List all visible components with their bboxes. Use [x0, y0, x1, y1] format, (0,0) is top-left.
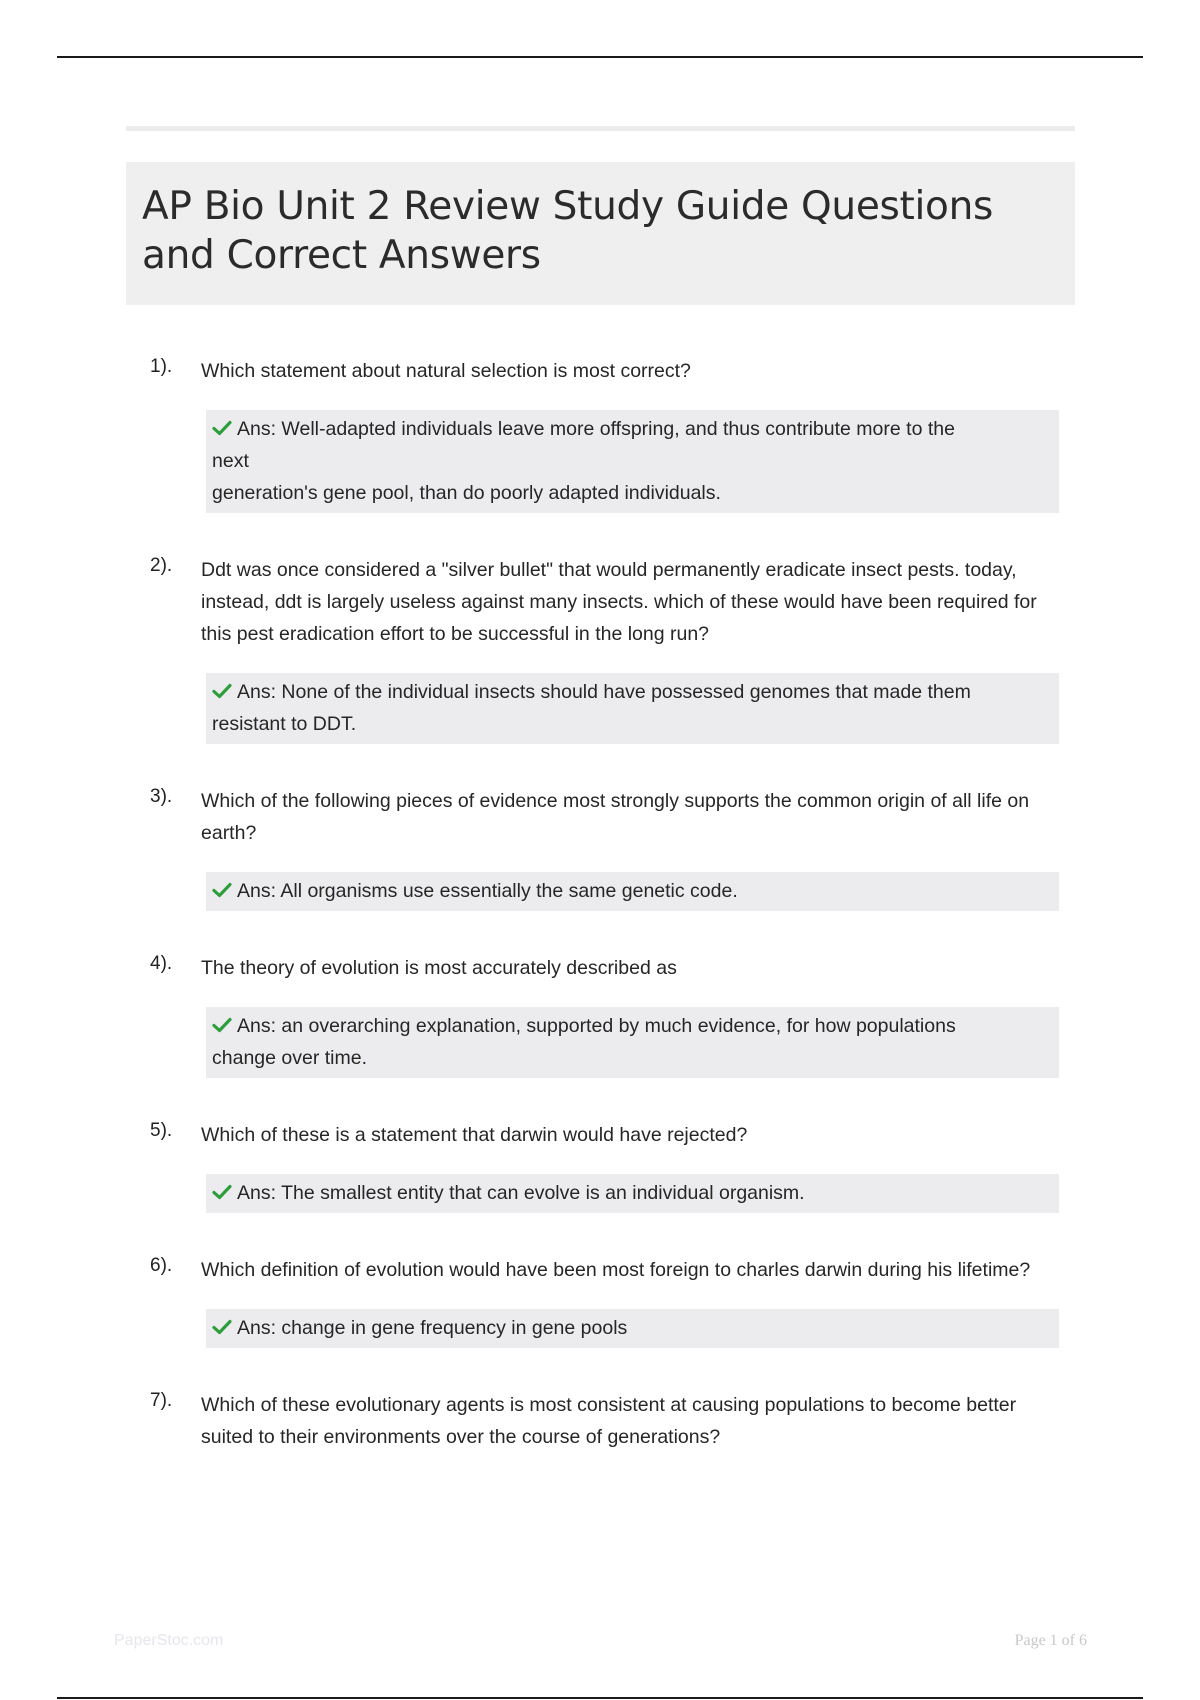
answer-text: Ans: None of the individual insects should have possessed genomes that made them — [237, 681, 971, 703]
answer-text: Ans: an overarching explanation, supported by much evidence, for how populations — [237, 1015, 956, 1037]
question-number: 6). — [150, 1255, 173, 1276]
question-number: 3). — [150, 786, 173, 807]
answer-line — [212, 676, 1045, 708]
answer-line — [212, 413, 1045, 445]
page-bottom-rule — [57, 1697, 1143, 1699]
question-text: Which of the following pieces of evidence most strongly supports the common origin of all life on earth? — [201, 790, 1030, 844]
answer-line — [212, 875, 1045, 907]
question-item — [126, 1254, 1075, 1348]
page-number: Page 1 of 6 — [1014, 1632, 1087, 1649]
answer-box — [206, 1174, 1059, 1213]
answer-line — [212, 477, 1045, 509]
question-number: 5). — [150, 1120, 173, 1141]
question-item — [126, 952, 1075, 1078]
answer-box — [206, 1007, 1059, 1078]
question-number: 2). — [150, 555, 173, 576]
footer-watermark: PaperStoc.com — [114, 1632, 224, 1649]
question-list — [126, 355, 1075, 1453]
answer-box — [206, 673, 1059, 744]
question-row — [126, 952, 1075, 984]
question-text: Which of these evolutionary agents is most consistent at causing populations to become better suited to their environments over the course of generations? — [201, 1394, 1017, 1448]
page-top-rule — [57, 56, 1143, 58]
answer-text: Ans: All organisms use essentially the same genetic code. — [237, 880, 738, 902]
answer-line — [212, 445, 1045, 477]
question-row — [126, 1254, 1075, 1286]
question-item — [126, 785, 1075, 911]
document-title: AP Bio Unit 2 Review Study Guide Questions and Correct Answers — [142, 184, 994, 278]
check-icon — [212, 882, 232, 898]
answer-line — [212, 708, 1045, 740]
answer-text: generation's gene pool, than do poorly adapted individuals. — [212, 482, 721, 504]
answer-line — [212, 1010, 1045, 1042]
answer-box — [206, 1309, 1059, 1348]
check-icon — [212, 420, 232, 436]
answer-line — [212, 1177, 1045, 1209]
title-box — [126, 162, 1075, 305]
question-row — [126, 1119, 1075, 1151]
question-number: 1). — [150, 356, 173, 377]
answer-box — [206, 872, 1059, 911]
header-divider — [126, 126, 1075, 131]
question-text: Which definition of evolution would have been most foreign to charles darwin during his lifetime? — [201, 1259, 1031, 1281]
answer-text: Ans: Well-adapted individuals leave more offspring, and thus contribute more to the — [237, 418, 955, 440]
question-text: Which of these is a statement that darwin would have rejected? — [201, 1124, 748, 1146]
question-row — [126, 355, 1075, 387]
check-icon — [212, 1319, 232, 1335]
question-text: Which statement about natural selection is most correct? — [201, 360, 691, 382]
check-icon — [212, 1184, 232, 1200]
question-item — [126, 355, 1075, 513]
question-row — [126, 554, 1075, 650]
check-icon — [212, 1017, 232, 1033]
answer-text: resistant to DDT. — [212, 713, 357, 735]
answer-text: next — [212, 450, 249, 472]
answer-text: Ans: change in gene frequency in gene pools — [237, 1317, 628, 1339]
check-icon — [212, 683, 232, 699]
answer-box — [206, 410, 1059, 513]
question-item — [126, 1389, 1075, 1453]
question-text: The theory of evolution is most accurately described as — [201, 957, 677, 979]
question-item — [126, 554, 1075, 744]
question-row — [126, 785, 1075, 849]
question-number: 4). — [150, 953, 173, 974]
question-item — [126, 1119, 1075, 1213]
answer-text: change over time. — [212, 1047, 368, 1069]
question-number: 7). — [150, 1390, 173, 1411]
question-row — [126, 1389, 1075, 1453]
answer-line — [212, 1312, 1045, 1344]
question-text: Ddt was once considered a "silver bullet" that would permanently eradicate insect pests. today, instead, ddt is largely useless against many insects. which of these would have been required for this pest eradication effort to be successful in the long run? — [201, 559, 1037, 645]
answer-line — [212, 1042, 1045, 1074]
answer-text: Ans: The smallest entity that can evolve is an individual organism. — [237, 1182, 805, 1204]
